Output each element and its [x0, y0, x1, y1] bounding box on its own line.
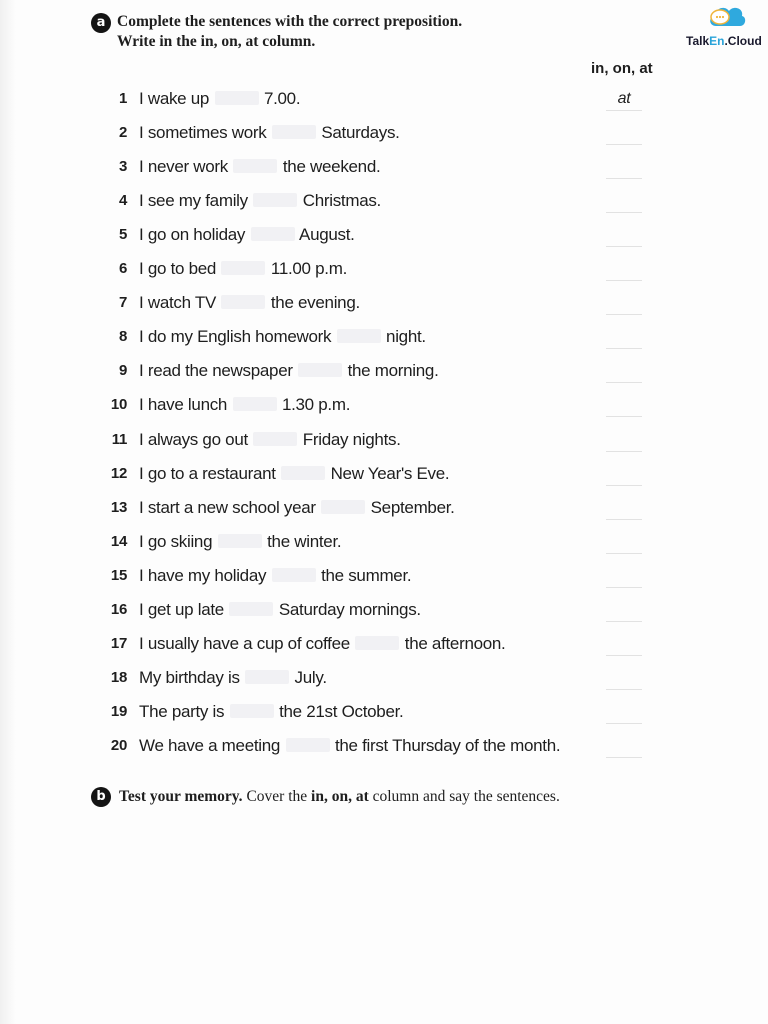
item-number: 10 — [110, 396, 127, 414]
answer-field[interactable] — [606, 497, 642, 520]
exercise-b-bold-2: in, on, at — [311, 788, 369, 805]
item-number: 11 — [111, 430, 127, 448]
exercise-item — [0, 531, 768, 561]
answer-field[interactable] — [606, 224, 642, 247]
sentence-before-gap: I do my English homework — [139, 327, 332, 347]
item-number: 7 — [118, 294, 127, 312]
sentence-after-gap: the first Thursday of the month. — [334, 735, 561, 755]
item-number: 6 — [118, 260, 127, 278]
exercise-b-text-pre: Cover the — [242, 788, 312, 805]
exercise-item — [0, 292, 768, 322]
answer-field[interactable] — [606, 326, 642, 349]
answer-field[interactable] — [606, 633, 642, 656]
answer-field[interactable] — [606, 599, 642, 622]
item-sentence — [139, 633, 505, 655]
preposition-gap[interactable] — [229, 602, 273, 616]
sentence-before-gap: I have lunch — [139, 395, 228, 415]
answer-field[interactable] — [606, 565, 642, 588]
item-sentence — [139, 190, 381, 212]
instruction-line-2-pre: Write in the — [117, 33, 201, 50]
exercise-a-badge: a — [91, 13, 111, 33]
item-sentence — [139, 531, 341, 553]
instruction-line-2-bold: in, on, at — [200, 33, 259, 50]
sentence-before-gap: The party is — [139, 701, 225, 721]
talken-cloud-logo[interactable] — [686, 2, 768, 50]
sentence-after-gap: the weekend. — [282, 157, 381, 177]
exercise-b-badge: b — [91, 787, 111, 807]
exercise-item — [0, 497, 768, 527]
preposition-gap[interactable] — [355, 636, 399, 650]
item-number: 14 — [110, 532, 127, 550]
preposition-gap[interactable] — [321, 500, 365, 514]
answer-field[interactable] — [606, 156, 642, 179]
item-number: 3 — [118, 158, 127, 176]
sentence-after-gap: September. — [370, 497, 455, 517]
sentence-after-gap: August. — [299, 225, 355, 245]
exercise-item — [0, 429, 768, 459]
sentence-before-gap: I get up late — [139, 599, 224, 619]
preposition-gap[interactable] — [230, 704, 274, 718]
exercise-item — [0, 326, 768, 356]
item-sentence — [139, 156, 380, 178]
item-number: 2 — [118, 124, 127, 142]
sentence-after-gap: the morning. — [347, 361, 439, 381]
sentence-before-gap: I go to a restaurant — [139, 463, 276, 483]
sentence-before-gap: I usually have a cup of coffee — [139, 633, 350, 653]
sentence-after-gap: New Year's Eve. — [330, 463, 450, 483]
answer-field[interactable] — [606, 122, 642, 145]
sentence-before-gap: I sometimes work — [139, 123, 267, 143]
sentence-after-gap: the evening. — [270, 293, 360, 313]
item-number: 5 — [118, 226, 127, 244]
item-sentence — [139, 258, 347, 280]
answer-field[interactable] — [606, 531, 642, 554]
item-sentence — [139, 701, 403, 723]
answer-field[interactable] — [606, 735, 642, 758]
sentence-before-gap: I see my family — [139, 191, 248, 211]
answer-field[interactable] — [606, 463, 642, 486]
item-number: 12 — [110, 464, 127, 482]
item-sentence — [139, 122, 400, 144]
sentence-after-gap: Friday nights. — [302, 429, 401, 449]
item-number: 19 — [110, 702, 127, 720]
preposition-gap[interactable] — [272, 125, 316, 139]
sentence-after-gap: the winter. — [267, 531, 342, 551]
answer-field[interactable] — [606, 360, 642, 383]
sentence-after-gap: 11.00 p.m. — [270, 259, 347, 279]
item-sentence — [139, 292, 360, 314]
item-sentence — [139, 735, 560, 757]
preposition-gap[interactable] — [253, 432, 297, 446]
preposition-gap[interactable] — [272, 568, 316, 582]
logo-wordmark — [686, 34, 762, 48]
preposition-gap[interactable] — [218, 534, 262, 548]
sentence-after-gap: Saturday mornings. — [278, 599, 421, 619]
cloud-chat-icon — [706, 2, 748, 32]
preposition-gap[interactable] — [251, 227, 295, 241]
item-sentence — [139, 360, 439, 382]
exercise-b-instructions — [119, 787, 560, 807]
exercise-item — [0, 463, 768, 493]
answer-field[interactable] — [606, 667, 642, 690]
answer-field[interactable] — [606, 258, 642, 281]
item-sentence — [139, 497, 455, 519]
answer-field[interactable]: at — [606, 88, 642, 111]
answer-field[interactable] — [606, 292, 642, 315]
preposition-gap[interactable] — [337, 329, 381, 343]
preposition-gap[interactable] — [253, 193, 297, 207]
sentence-after-gap: the 21st October. — [279, 701, 404, 721]
sentence-before-gap: We have a meeting — [139, 735, 281, 755]
sentence-after-gap: the summer. — [321, 565, 412, 585]
answer-column-header: in, on, at — [591, 60, 653, 77]
item-number: 8 — [118, 328, 127, 346]
exercise-item — [0, 122, 768, 152]
exercise-item — [0, 258, 768, 288]
item-sentence — [139, 599, 421, 621]
exercise-a-instructions — [117, 12, 462, 52]
item-sentence — [139, 463, 449, 485]
sentence-before-gap: I always go out — [139, 429, 248, 449]
item-number: 9 — [118, 362, 127, 380]
exercise-b-bold: Test your memory. — [119, 788, 243, 805]
preposition-gap[interactable] — [298, 363, 342, 377]
exercise-item — [0, 224, 768, 254]
exercise-item — [0, 633, 768, 663]
logo-text-cloud: .Cloud — [724, 34, 762, 48]
exercise-item — [0, 667, 768, 697]
preposition-gap[interactable] — [233, 159, 277, 173]
answer-field[interactable] — [606, 429, 642, 452]
sentence-before-gap: I never work — [139, 157, 228, 177]
exercise-item — [0, 360, 768, 390]
item-sentence — [139, 224, 355, 246]
sentence-after-gap: Saturdays. — [321, 123, 400, 143]
item-number: 16 — [110, 600, 127, 618]
instruction-line-1: Complete the sentences with the correct preposition. — [117, 13, 463, 30]
item-number: 20 — [110, 736, 127, 754]
sentence-before-gap: I have my holiday — [139, 565, 267, 585]
item-sentence — [139, 326, 426, 348]
item-number: 15 — [110, 566, 127, 584]
item-sentence — [139, 667, 327, 689]
preposition-gap[interactable] — [233, 397, 277, 411]
sentence-after-gap: night. — [386, 327, 426, 347]
preposition-gap[interactable] — [286, 738, 330, 752]
item-sentence — [139, 88, 300, 110]
instruction-line-2-post: column. — [258, 33, 316, 50]
sentence-before-gap: I wake up — [139, 89, 210, 108]
item-number: 18 — [110, 668, 127, 686]
exercise-item — [0, 156, 768, 186]
sentence-after-gap: the afternoon. — [404, 633, 506, 653]
sentence-before-gap: I go to bed — [139, 259, 217, 279]
sentence-after-gap: 7.00. — [263, 89, 301, 108]
sentence-after-gap: Christmas. — [302, 191, 381, 211]
sentence-before-gap: My birthday is — [139, 667, 240, 687]
sentence-before-gap: I go skiing — [139, 531, 213, 551]
sentence-before-gap: I go on holiday — [139, 225, 246, 245]
answer-field[interactable] — [606, 190, 642, 213]
sentence-after-gap: 1.30 p.m. — [281, 395, 351, 415]
preposition-gap[interactable] — [281, 466, 325, 480]
sentence-before-gap: I read the newspaper — [139, 361, 293, 381]
exercise-item — [0, 735, 768, 765]
preposition-gap[interactable] — [215, 91, 259, 105]
exercise-item — [0, 701, 768, 731]
item-sentence — [139, 394, 350, 416]
preposition-gap[interactable] — [221, 261, 265, 275]
item-number: 1 — [118, 90, 127, 107]
preposition-gap[interactable] — [221, 295, 265, 309]
item-number: 13 — [110, 498, 127, 516]
logo-text-talk: Talk — [686, 34, 710, 48]
logo-text-en: En — [709, 34, 725, 48]
exercise-b-text-post: column and say the sentences. — [368, 788, 560, 805]
exercise-item — [0, 599, 768, 629]
item-sentence — [139, 429, 401, 451]
item-sentence — [139, 565, 411, 587]
answer-field[interactable] — [606, 701, 642, 724]
exercise-item — [0, 88, 768, 118]
sentence-before-gap: I watch TV — [139, 293, 216, 313]
sentence-before-gap: I start a new school year — [139, 497, 316, 517]
item-number: 17 — [110, 634, 127, 652]
exercise-item — [0, 190, 768, 220]
item-number: 4 — [118, 192, 127, 210]
answer-field[interactable] — [606, 394, 642, 417]
preposition-gap[interactable] — [245, 670, 289, 684]
sentence-after-gap: July. — [294, 667, 327, 687]
exercise-item — [0, 565, 768, 595]
exercise-item — [0, 394, 768, 424]
instruction-line-2 — [117, 32, 462, 52]
